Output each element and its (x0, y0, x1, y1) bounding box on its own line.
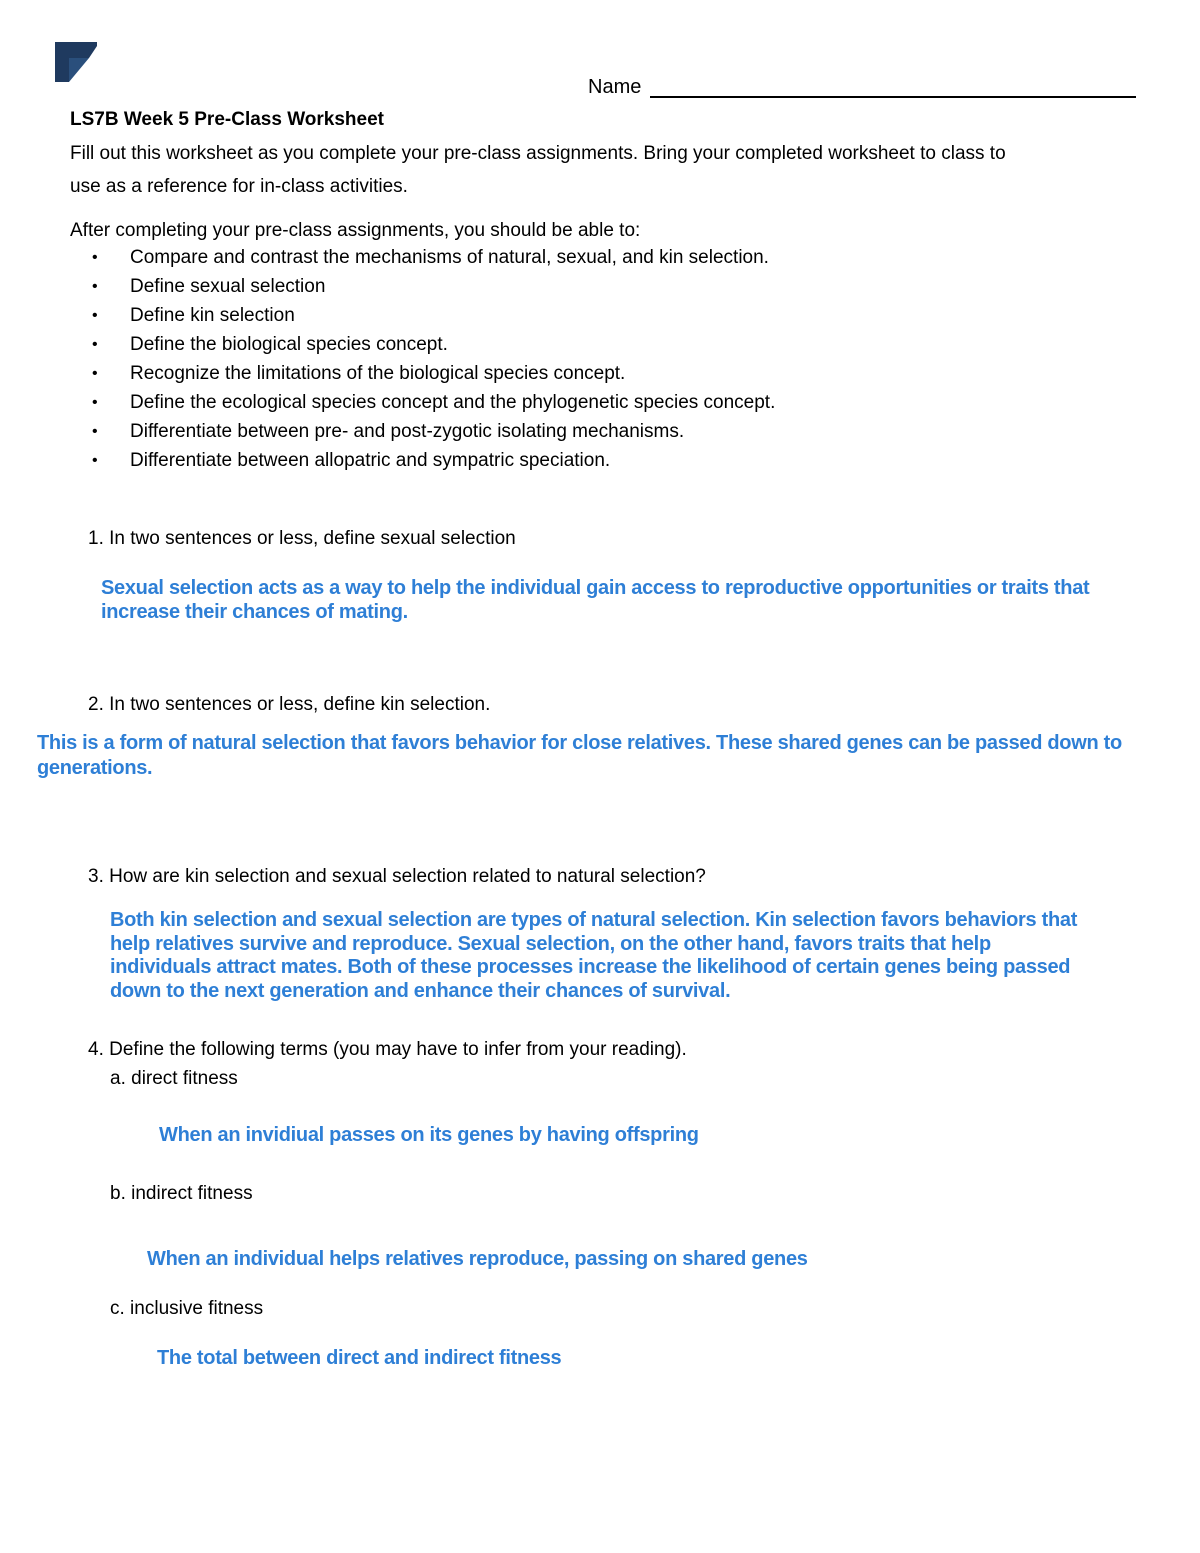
logo-icon (53, 40, 99, 84)
instructions-line-1: Fill out this worksheet as you complete your pre-class assignments. Bring your completed worksheet to class to (70, 143, 1006, 164)
list-item: • Differentiate between allopatric and sympatric speciation. (92, 450, 611, 471)
instructions-line-2: use as a reference for in-class activities. (70, 176, 408, 197)
answer-3-line-3: individuals attract mates. Both of these processes increase the likelihood of certain genes being passed (110, 956, 1071, 978)
bullet-icon: • (92, 249, 98, 266)
question-2: 2. In two sentences or less, define kin selection. (88, 694, 491, 715)
bullet-icon: • (92, 307, 98, 324)
term-inclusive-fitness: c. inclusive fitness (110, 1298, 264, 1319)
answer-3-line-4: down to the next generation and enhance their chances of survival. (110, 980, 731, 1002)
answer-2-line-2: generations. (37, 757, 153, 779)
answer-inclusive-fitness: The total between direct and indirect fitness (157, 1347, 562, 1369)
list-item: • Define the biological species concept. (92, 334, 448, 355)
answer-direct-fitness: When an invidiual passes on its genes by having offspring (159, 1124, 699, 1146)
list-item: • Define kin selection (92, 305, 295, 326)
term-indirect-fitness: b. indirect fitness (110, 1183, 253, 1204)
bullet-icon: • (92, 423, 98, 440)
objectives-list (70, 246, 775, 478)
list-item: • Define the ecological species concept and the phylogenetic species concept. (92, 392, 776, 413)
term-direct-fitness: a. direct fitness (110, 1068, 238, 1089)
name-label: Name (588, 76, 642, 98)
name-input-line[interactable] (650, 96, 1136, 98)
question-3: 3. How are kin selection and sexual selection related to natural selection? (88, 866, 706, 887)
answer-2-line-1: This is a form of natural selection that favors behavior for close relatives. These shared genes can be passed down to (37, 732, 1122, 754)
bullet-icon: • (92, 336, 98, 353)
answer-indirect-fitness: When an individual helps relatives reproduce, passing on shared genes (147, 1248, 808, 1270)
list-item: • Recognize the limitations of the biological species concept. (92, 363, 626, 384)
answer-3-line-2: help relatives survive and reproduce. Sexual selection, on the other hand, favors traits that help (110, 933, 991, 955)
worksheet-title: LS7B Week 5 Pre-Class Worksheet (70, 109, 384, 130)
answer-3-line-1: Both kin selection and sexual selection are types of natural selection. Kin selection favors behaviors that (110, 909, 1078, 931)
list-item: • Differentiate between pre- and post-zygotic isolating mechanisms. (92, 421, 685, 442)
answer-1-line-1: Sexual selection acts as a way to help the individual gain access to reproductive opportunities or traits that (101, 577, 1090, 599)
objectives-intro: After completing your pre-class assignments, you should be able to: (70, 220, 641, 241)
bullet-icon: • (92, 365, 98, 382)
question-4: 4. Define the following terms (you may have to infer from your reading). (88, 1039, 687, 1060)
bullet-icon: • (92, 394, 98, 411)
list-item: • Define sexual selection (92, 276, 326, 297)
question-1: 1. In two sentences or less, define sexual selection (88, 528, 516, 549)
answer-1-line-2: increase their chances of mating. (101, 601, 408, 623)
bullet-icon: • (92, 452, 98, 469)
bullet-icon: • (92, 278, 98, 295)
list-item: • Compare and contrast the mechanisms of natural, sexual, and kin selection. (92, 247, 769, 268)
